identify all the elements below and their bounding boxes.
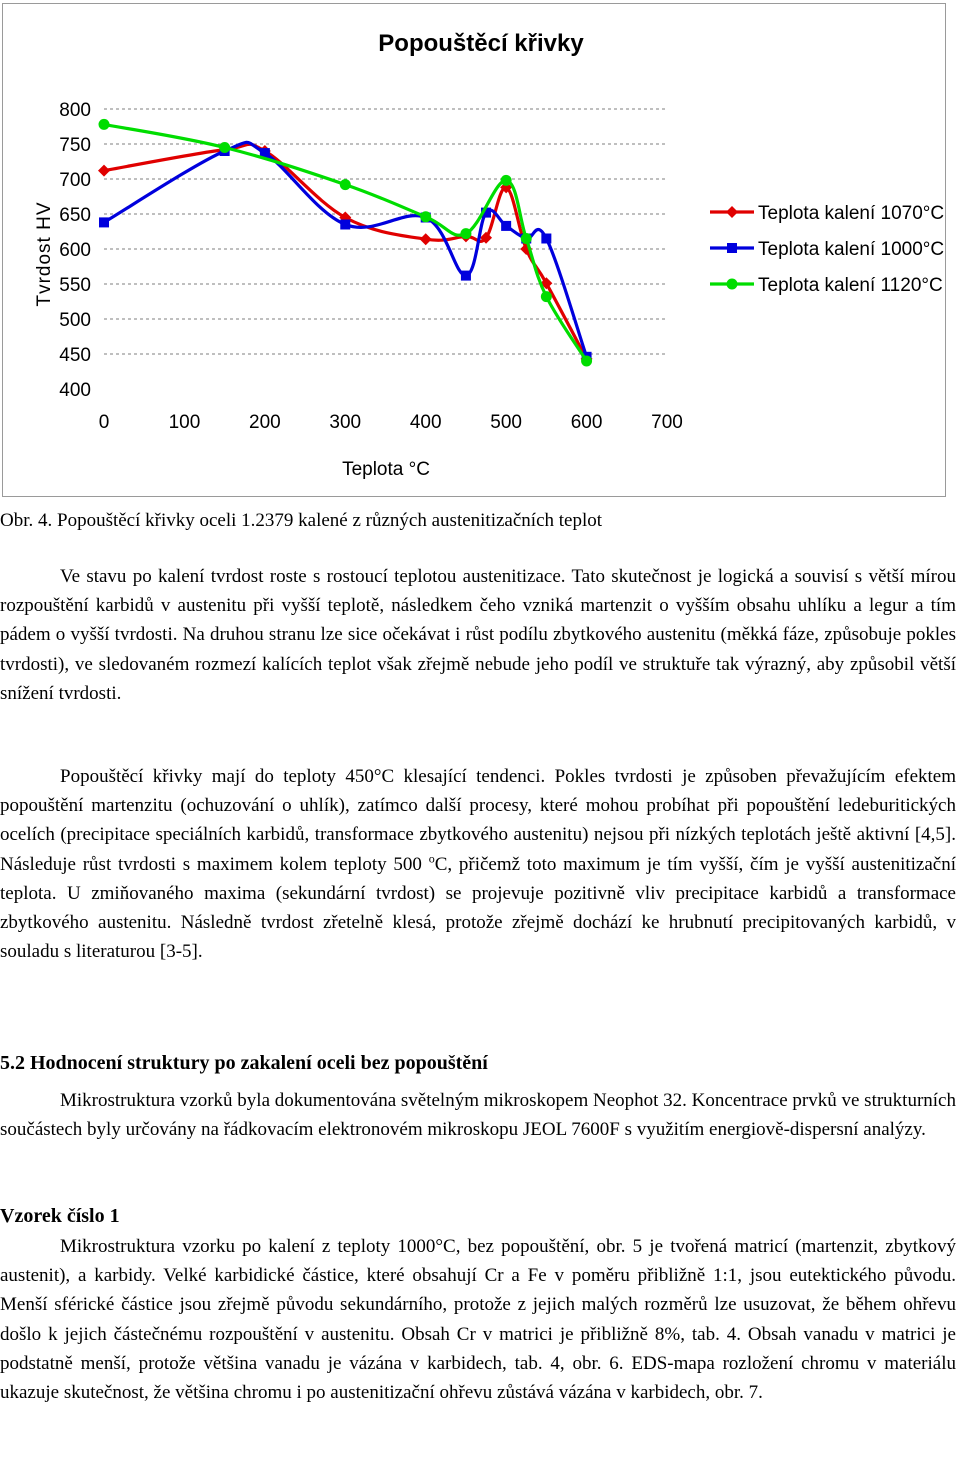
tempering-curves-chart [3,4,947,498]
x-tick-label: 700 [651,412,683,433]
x-axis-label: Teplota °C [342,459,430,480]
degree-superscript: o [428,851,435,866]
x-tick-labels [99,412,683,433]
legend-label: Teplota kalení 1070°C [758,203,945,224]
x-tick-label: 0 [98,412,110,433]
paragraph-text: Mikrostruktura vzorků byla dokumentována světelným mikroskopem Neophot 32. Koncentrace prvků ve strukturních součástech byly určovány na řádkovacím elektronovém mikroskopu JEOL 7600F s využitím energiově-dispersní analýzy. [0,1090,956,1141]
data-point [581,356,592,367]
paragraph-text: Popouštěcí křivky mají do teploty 450°C klesající tendenci. Pokles tvrdosti je způsoben převažujícím efektem popouštění martenzitu (ochuzování o uhlík), zatímco další procesy, které mohou probíhat při popouštění ledeburitických ocelích (precipitace speciálních karbidů, transformace zbytkového austenitu) nejsou při nízkých teplotách ještě aktivní [4,5]. Následuje růst tvrdosti s maximem kolem teploty 500 [0,766,956,875]
chart-frame [2,3,946,497]
y-tick-label: 400 [59,380,91,401]
data-point [541,291,552,302]
legend [710,203,944,296]
data-point [727,279,738,290]
data-point [340,220,350,230]
y-tick-label: 750 [59,135,91,156]
y-tick-label: 550 [59,275,91,296]
data-point [420,211,431,222]
series-square [99,142,592,361]
data-point [98,165,110,177]
x-tick-label: 200 [249,412,281,433]
paragraph-text: Ve stavu po kalení tvrdost roste s rostoucí teplotou austenitizace. Tato skutečnost je logická a souvisí s větší mírou rozpouštění karbidů v austenitu při vyšší teplotě, následkem čeho vzniká martenzit o vyšším obsahu uhlíku a legur a tím pádem o vyšší tvrdosti. Na druhou stranu lze sice očekávat i růst podílu zbytkového austenitu (měkká fáze, způsobuje pokles tvrdosti), ve sledovaném rozmezí kalících teplot však zřejmě nebude jeho podíl ve struktuře tak výrazný, aby způsobil větší snížení tvrdosti. [0,566,956,704]
series-line [104,142,587,356]
section-heading: 5.2 Hodnocení struktury po zakalení oceli bez popouštění [0,1052,488,1074]
series-circle [99,119,593,367]
x-tick-label: 400 [409,412,442,433]
y-tick-label: 650 [59,205,91,226]
data-point [340,179,351,190]
x-tick-label: 500 [490,412,522,433]
data-point [219,142,230,153]
y-tick-label: 600 [59,240,91,261]
data-point [461,271,471,281]
series-lines [98,119,593,367]
subsection-heading: Vzorek číslo 1 [0,1205,120,1227]
data-point [99,217,109,227]
paragraph-hardness-after-quenching [0,562,956,708]
paragraph-text-cont: C, přičemž toto maximum je tím vyšší, čím je vyšší austenitizační teplota. U zmiňovaného maxima (sekundární tvrdost) se projevuje pozitivně vliv precipitace karbidů a transformace zbytkového austenitu. Následně tvrdost zřetelně klesá, protože zřejmě dochází ke hrubnutí precipitovaných karbidů, v souladu s literaturou [3-5]. [0,853,956,963]
x-tick-label: 100 [168,412,201,433]
paragraph-sample-1 [0,1232,956,1407]
data-point [521,233,532,244]
series-line [104,124,587,361]
data-point [541,234,551,244]
x-tick-label: 600 [570,412,603,433]
data-point [501,175,512,186]
y-tick-label: 800 [59,100,91,121]
legend-label: Teplota kalení 1000°C [758,239,945,260]
data-point [726,206,738,218]
y-tick-label: 500 [59,310,91,331]
data-point [420,233,432,245]
x-tick-label: 300 [329,412,362,433]
data-point [99,119,110,130]
paragraph-microstructure-method [0,1086,956,1144]
legend-label: Teplota kalení 1120°C [758,275,943,296]
figure-caption: Obr. 4. Popouštěcí křivky oceli 1.2379 kalené z různých austenitizačních teplot [0,510,603,531]
series-diamond [98,144,593,365]
y-tick-label: 700 [59,170,91,191]
data-point [460,228,471,239]
chart-title: Popouštěcí křivky [378,30,584,57]
y-tick-label: 450 [59,345,91,366]
paragraph-text: Mikrostruktura vzorku po kalení z teploty 1000°C, bez popouštění, obr. 5 je tvořená matricí (martenzit, zbytkový austenit), a karbidy. Velké karbidické částice, které obsahují Cr a Fe v poměru přibližně 1:1, jsou eutektického původu. Menší sférické částice jsou zřejmě původu sekundárního, protože z jejich malých rozměrů lze usuzovat, že během ohřevu došlo k jejich částečnému rozpouštění v austenitu. Obsah Cr v matrici je přibližně 8%, tab. 4. Obsah vanadu v matrici je podstatně menší, protože většina vanadu je vázána v karbidech, tab. 4, obr. 6. EDS-mapa rozložení chromu v materiálu ukazuje skutečnost, že většina chromu i po austenitizační ohřevu zůstává vázána v karbidech, obr. 7. [0,1236,956,1404]
data-point [727,243,737,253]
y-axis-label: Tvrdost HV [34,201,55,307]
y-tick-labels [59,100,91,401]
data-point [501,221,511,231]
paragraph-tempering-curves [0,762,956,966]
